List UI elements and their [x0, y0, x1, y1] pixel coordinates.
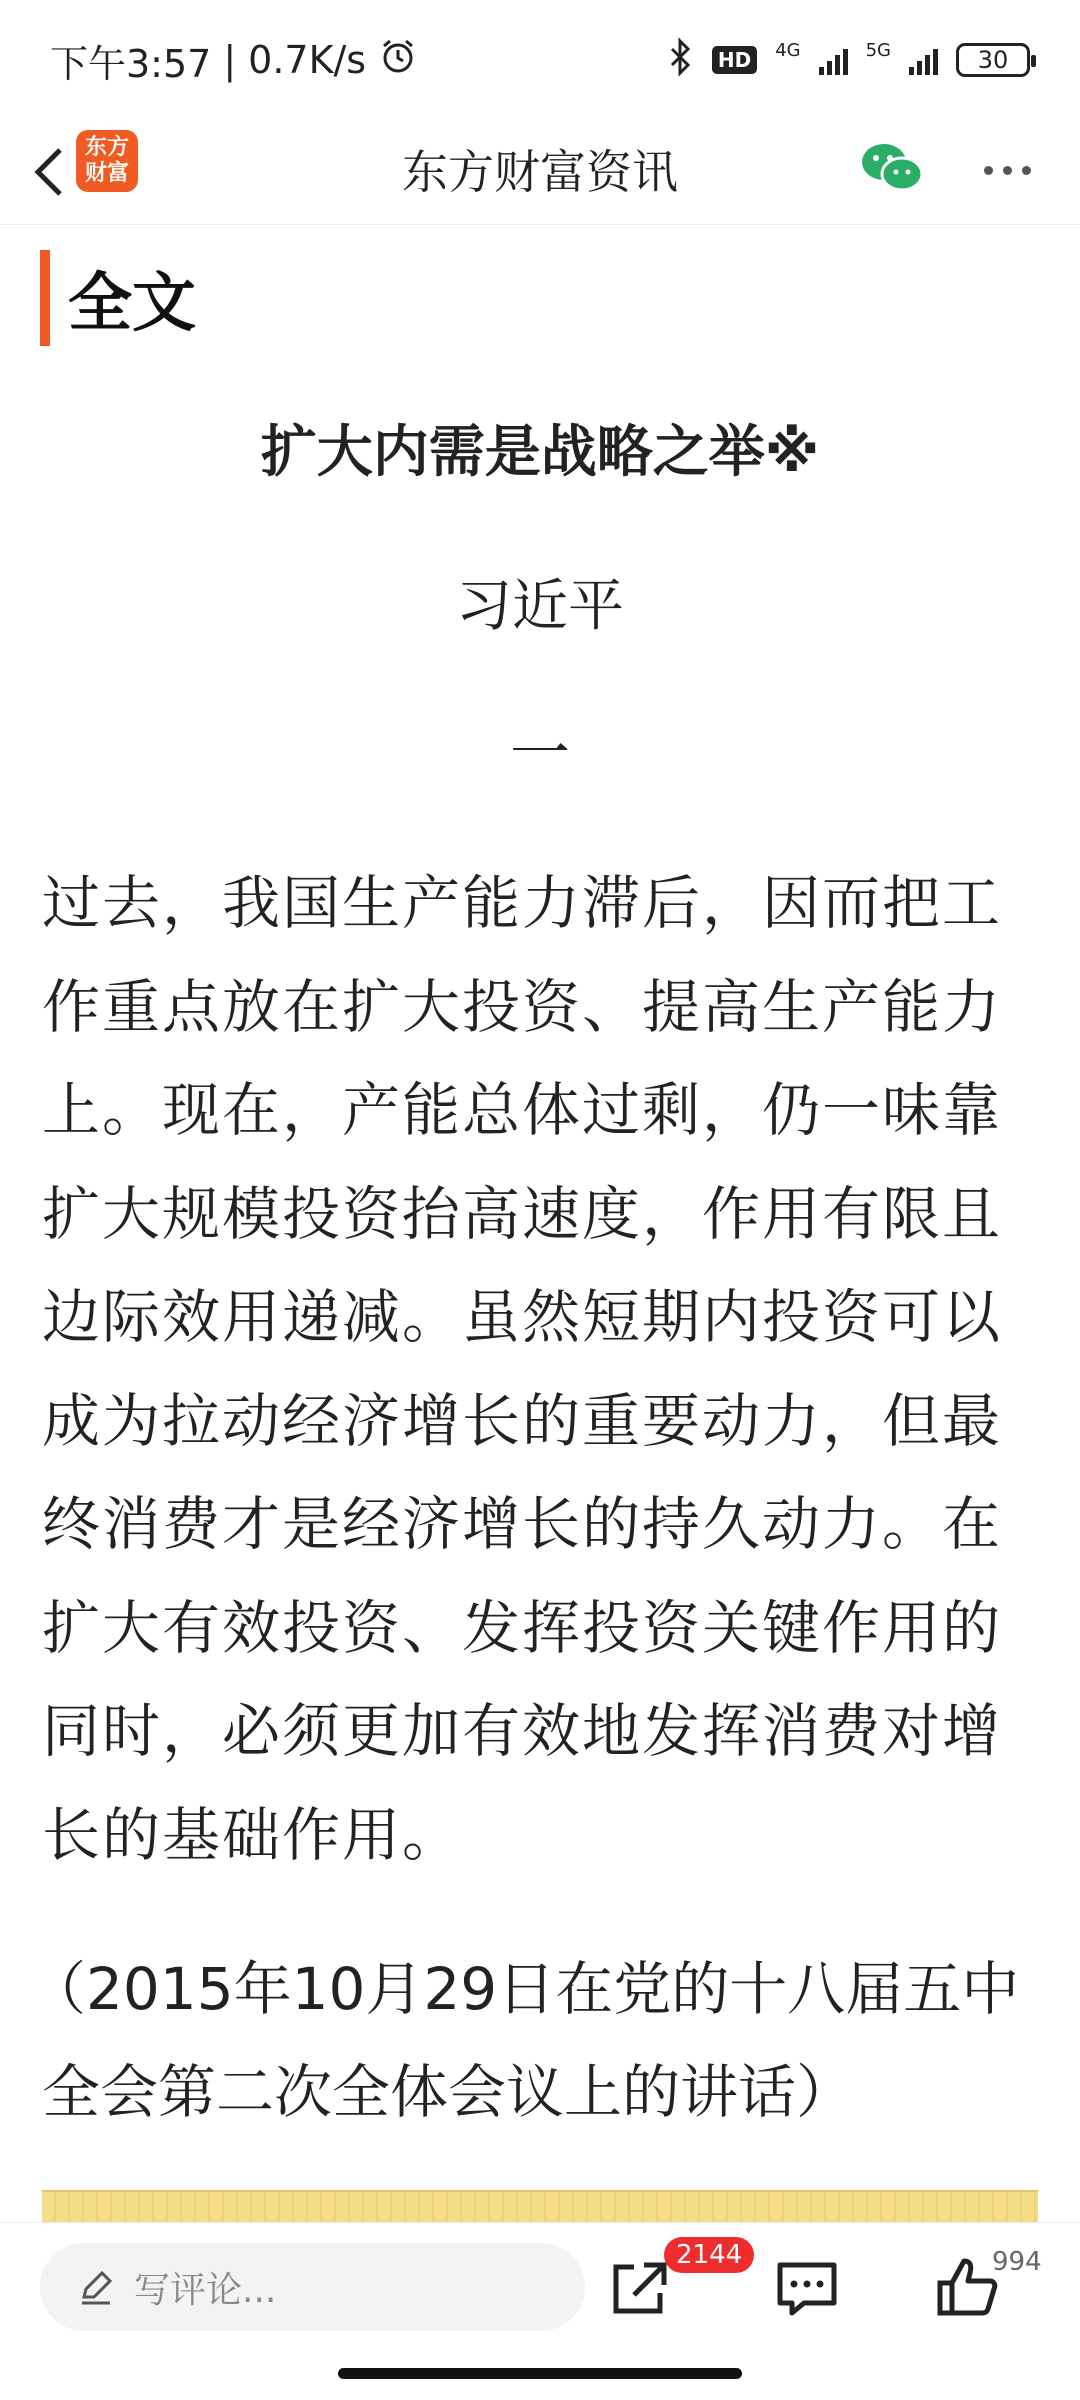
- article-source-note: （2015年10月29日在党的十八届五中全会第二次全体会议上的讲话）: [28, 1955, 1020, 2126]
- hd-voice-badge: HD: [712, 46, 757, 74]
- section-header: [40, 248, 196, 348]
- more-dot-icon: [984, 166, 993, 175]
- wechat-share-button[interactable]: [858, 138, 928, 198]
- top-nav-bar: [0, 120, 1080, 225]
- bluetooth-icon: [668, 37, 694, 84]
- share-button[interactable]: [604, 2253, 674, 2323]
- signal-bars-icon-2: [909, 45, 938, 75]
- app-logo[interactable]: [76, 130, 138, 192]
- status-right: [668, 37, 1030, 84]
- more-dot-icon: [1003, 166, 1012, 175]
- nav-title: 东方财富资讯: [402, 145, 678, 199]
- article-title: 扩大内需是战略之举※: [260, 420, 820, 485]
- share-count-badge: 2144: [664, 2237, 754, 2273]
- more-dot-icon: [1022, 166, 1031, 175]
- network-5g-label: 5G: [865, 39, 891, 61]
- status-time: 下午3:57: [50, 41, 212, 86]
- article-paragraph: 过去，我国生产能力滞后，因而把工作重点放在扩大投资、提高生产能力上。现在，产能总体过剩，仍一味靠扩大规模投资抬高速度，作用有限且边际效用递减。虽然短期内投资可以成为拉动经济增长的重要动力，但最终消费才是经济增长的持久动力。在扩大有效投资、发挥投资关键作用的同时，必须更加有效地发挥消费对增长的基础作用。: [42, 869, 1003, 1869]
- comment-placeholder: 写评论...: [134, 2269, 277, 2311]
- status-bar: [0, 0, 1080, 120]
- status-left: [50, 33, 418, 88]
- battery-level: 30: [977, 46, 1009, 74]
- status-divider: |: [223, 38, 237, 82]
- like-count: 994: [992, 2247, 1042, 2277]
- bottom-toolbar: [0, 2222, 1080, 2343]
- network-4g-label: 4G: [775, 39, 801, 61]
- app-logo-line2: 财富: [84, 161, 129, 186]
- comment-bubble-icon: [772, 2253, 842, 2323]
- wechat-icon: [858, 138, 928, 198]
- section-accent-bar: [40, 250, 50, 346]
- article-author: 习近平: [456, 574, 624, 639]
- section-title: 全文: [68, 267, 196, 341]
- back-button[interactable]: [20, 140, 80, 204]
- app-logo-line1: 东方: [84, 135, 129, 160]
- battery-icon: [956, 43, 1030, 77]
- alarm-icon: [378, 36, 418, 85]
- signal-bars-icon: [819, 45, 848, 75]
- comment-input[interactable]: [40, 2243, 585, 2331]
- article-section-number: 一: [510, 719, 570, 789]
- share-icon: [604, 2253, 674, 2323]
- home-indicator[interactable]: [338, 2368, 742, 2379]
- back-arrow-icon: [30, 144, 70, 200]
- status-net-speed: 0.7K/s: [248, 38, 367, 82]
- more-options-button[interactable]: [972, 142, 1042, 198]
- pencil-icon: [78, 2269, 114, 2305]
- comments-button[interactable]: [772, 2253, 842, 2323]
